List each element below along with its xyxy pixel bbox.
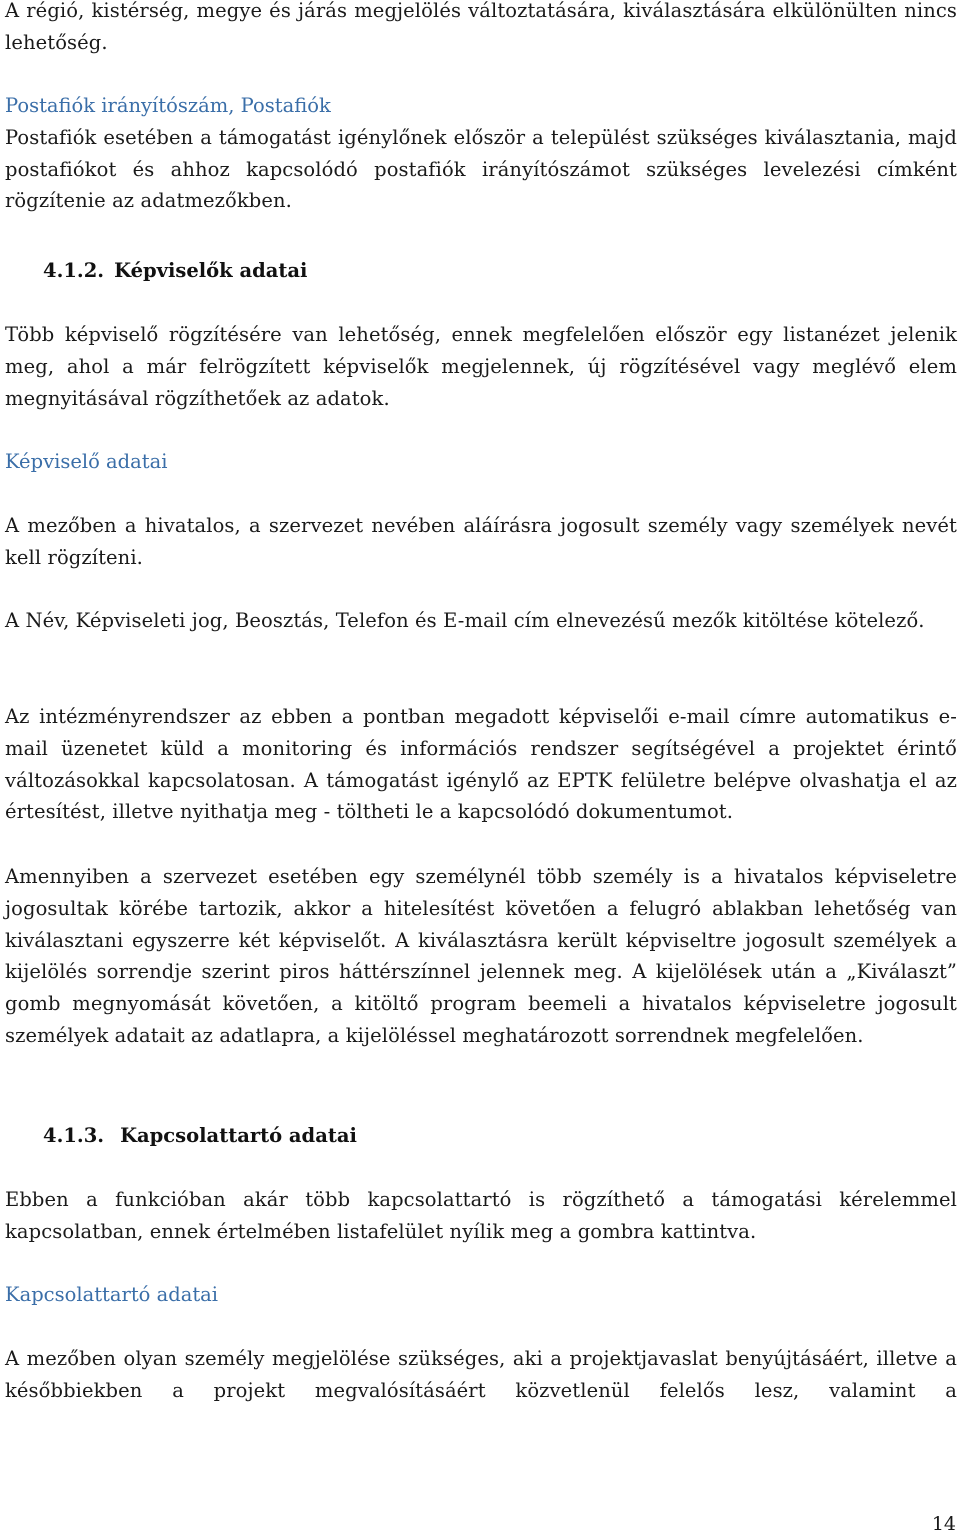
section-4-1-3-number: 4.1.3. bbox=[43, 1124, 105, 1147]
section-4-1-2-title: Képviselők adatai bbox=[114, 259, 308, 282]
intro-paragraph: A régió, kistérség, megye és járás megjelölés változtatására, kiválasztására elkülönülten nincs lehetőség. bbox=[5, 0, 957, 54]
section-4-1-2-number: 4.1.2. bbox=[43, 259, 105, 282]
kepviselo-heading-block bbox=[5, 446, 957, 478]
kepviselo-text1-block bbox=[5, 510, 957, 574]
kepviselo-text3-block bbox=[5, 701, 957, 828]
kepviselo-text2-block bbox=[5, 605, 957, 637]
section-4-1-3-title: Kapcsolattartó adatai bbox=[120, 1124, 357, 1147]
kepviselo-paragraph-3: Az intézményrendszer az ebben a pontban megadott képviselői e-mail címre automatikus e-mail üzenetet küld a monitoring és információs rendszer segítségével a projektet érintő változásokkal kapcsolatosan. A támogatást igénylő az EPTK felületre belépve olvashatja el az értesítést, illetve nyithatja meg - töltheti le a kapcsolódó dokumentumot. bbox=[5, 705, 957, 824]
page-number: 14 bbox=[931, 1513, 956, 1535]
kepviselo-paragraph-4: Amennyiben a szervezet esetében egy személynél több személy is a hivatalos képviseletre jogosultak körébe tartozik, akkor a hitelesítést követően a felugró ablakban lehetőség van kiválasztani egyszerre két képviselőt. A kiválasztásra került képviseltre jogosult személyek a kijelölés sorrendje szerint piros háttérszínnel jelennek meg. A kijelölések után a „Kiválaszt” gomb megnyomását követően, a kitöltő program beemeli a hivatalos képviseletre jogosult személyek adatait az adatlapra, a kijelöléssel meghatározott sorrendnek megfelelően. bbox=[5, 865, 957, 1047]
postafiok-heading: Postafiók irányítószám, Postafiók bbox=[5, 94, 331, 117]
kepviselok-block bbox=[5, 319, 957, 414]
kepviselo-heading: Képviselő adatai bbox=[5, 450, 168, 473]
kapcsolattarto-paragraph-2: A mezőben olyan személy megjelölése szükséges, aki a projektjavaslat benyújtásáért, illetve a későbbiekben a projekt megvalósításáért közvetlenül felelős lesz, valamint a bbox=[5, 1347, 957, 1402]
kapcsolattarto-heading-block bbox=[5, 1279, 957, 1311]
kapcsolattarto-heading: Kapcsolattartó adatai bbox=[5, 1283, 219, 1306]
kepviselok-paragraph: Több képviselő rögzítésére van lehetőség, ennek megfelelően először egy listanézet jelenik meg, ahol a már felrögzített képviselők megjelennek, új rögzítésével vagy meglévő elem megnyitásával rögzíthetőek az adatok. bbox=[5, 323, 957, 410]
postafiok-paragraph: Postafiók esetében a támogatást igénylőnek először a települést szükséges kiválasztania, majd postafiókot és ahhoz kapcsolódó postafiók irányítószámot szükséges levelezési címként rögzítenie az adatmezőkben. bbox=[5, 125, 957, 213]
kapcsolattarto-paragraph-1: Ebben a funkcióban akár több kapcsolattartó is rögzíthető a támogatási kérelemmel kapcsolatban, ennek értelmében listafelület nyílik meg a gombra kattintva. bbox=[5, 1188, 957, 1243]
section-4-1-2-heading-block bbox=[5, 255, 957, 287]
intro-paragraph-block bbox=[5, 0, 957, 59]
kepviselo-paragraph-2: A Név, Képviseleti jog, Beosztás, Telefon és E-mail cím elnevezésű mezők kitöltése kötelező. bbox=[5, 609, 925, 632]
kepviselo-paragraph-1: A mezőben a hivatalos, a szervezet nevében aláírásra jogosult személy vagy személyek nevét kell rögzíteni. bbox=[5, 514, 957, 569]
postafiok-block bbox=[5, 90, 957, 217]
kapcsolattarto-text2-block bbox=[5, 1343, 957, 1407]
section-4-1-3-heading-block bbox=[5, 1120, 957, 1152]
section-4-1-3-heading bbox=[5, 1120, 957, 1152]
section-4-1-2-heading bbox=[5, 255, 957, 287]
kapcsolattarto-text1-block bbox=[5, 1184, 957, 1248]
kepviselo-text4-block bbox=[5, 861, 957, 1052]
